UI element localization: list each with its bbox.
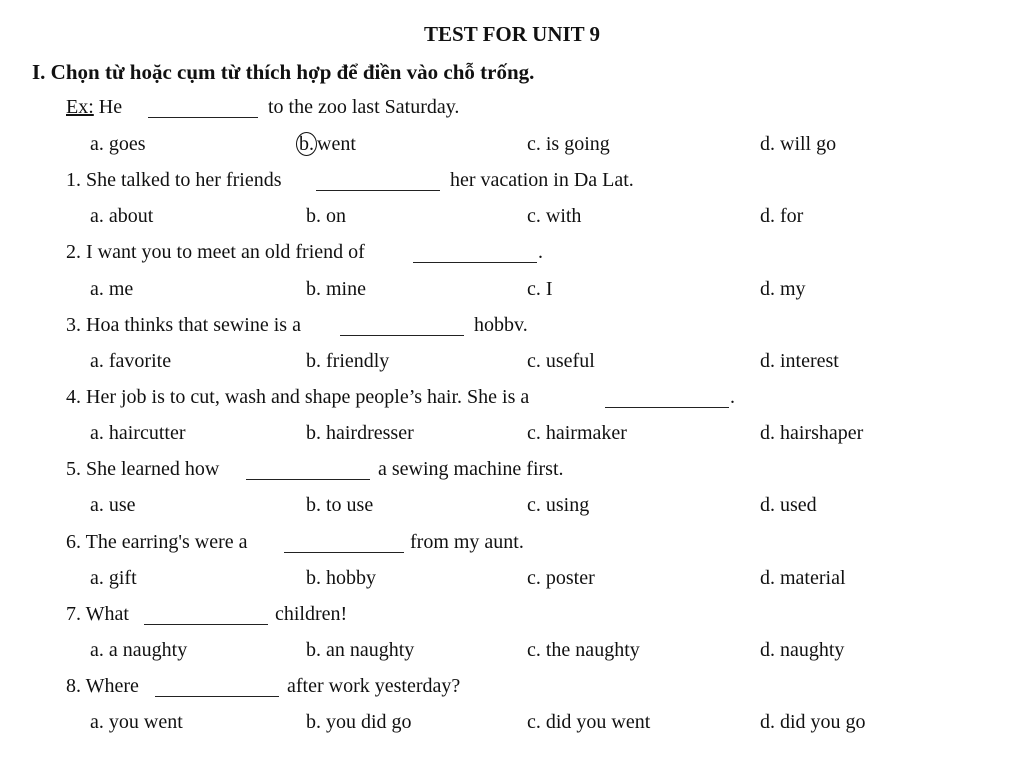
question-4-option-a[interactable]: a. haircutter — [90, 422, 186, 444]
example-option-b[interactable] — [300, 132, 356, 156]
example-option-d[interactable]: d. will go — [760, 133, 837, 155]
question-2-option-a[interactable]: a. me — [90, 278, 134, 300]
question-5-option-a[interactable]: a. use — [90, 494, 136, 516]
question-2-option-c[interactable]: c. I — [527, 278, 553, 300]
question-1-text: 1. She talked to her friends — [66, 169, 282, 191]
question-1-option-c[interactable]: c. with — [527, 205, 582, 227]
question-4-text-post: . — [730, 386, 735, 408]
answer-blank[interactable] — [148, 101, 258, 118]
question-7-option-d[interactable]: d. naughty — [760, 639, 845, 661]
question-2-option-b[interactable]: b. mine — [306, 278, 366, 300]
question-5-option-c[interactable]: c. using — [527, 494, 590, 516]
question-5-option-b[interactable]: b. to use — [306, 494, 374, 516]
question-2-text-post: . — [538, 241, 543, 263]
question-7-text-post: children! — [275, 603, 348, 625]
question-1-text-post: her vacation in Da Lat. — [450, 169, 634, 191]
question-5-option-d[interactable]: d. used — [760, 494, 817, 516]
answer-blank[interactable] — [413, 246, 537, 263]
question-1-option-b[interactable]: b. on — [306, 205, 346, 227]
question-4-option-c[interactable]: c. hairmaker — [527, 422, 627, 444]
question-2-option-d[interactable]: d. my — [760, 278, 806, 300]
question-8-text-post: after work yesterday? — [287, 675, 461, 697]
question-7-option-b[interactable]: b. an naughty — [306, 639, 415, 661]
answer-blank[interactable] — [316, 174, 440, 191]
question-6-option-a[interactable]: a. gift — [90, 567, 137, 589]
question-3-option-b[interactable]: b. friendly — [306, 350, 390, 372]
question-7-option-a[interactable]: a. a naughty — [90, 639, 188, 661]
question-8-option-b[interactable]: b. you did go — [306, 711, 412, 733]
question-3-text-post: hobbv. — [474, 314, 528, 336]
example-question — [66, 97, 122, 117]
section-heading: I. Chọn từ hoặc cụm từ thích hợp để điền vào chỗ trống. — [32, 60, 535, 84]
example-option-c[interactable]: c. is going — [527, 133, 610, 155]
answer-blank[interactable] — [246, 463, 370, 480]
question-6-option-d[interactable]: d. material — [760, 567, 846, 589]
question-4-option-d[interactable]: d. hairshaper — [760, 422, 864, 444]
answer-blank[interactable] — [284, 536, 404, 553]
question-1-option-d[interactable]: d. for — [760, 205, 804, 227]
question-8-text: 8. Where — [66, 675, 139, 697]
question-6-text-post: from my aunt. — [410, 531, 524, 553]
question-4-option-b[interactable]: b. hairdresser — [306, 422, 414, 444]
answer-blank[interactable] — [340, 319, 464, 336]
question-8-option-a[interactable]: a. you went — [90, 711, 183, 733]
page-title: TEST FOR UNIT 9 — [424, 22, 601, 46]
question-1-option-a[interactable]: a. about — [90, 205, 154, 227]
question-7-text: 7. What — [66, 603, 129, 625]
question-3-option-a[interactable]: a. favorite — [90, 350, 172, 372]
question-5-text-post: a sewing machine first. — [378, 458, 564, 480]
question-7-option-c[interactable]: c. the naughty — [527, 639, 640, 661]
circled-answer-mark: b. — [296, 132, 317, 156]
example-text-pre: He — [98, 96, 123, 118]
question-6-text: 6. The earring's were a — [66, 531, 248, 553]
example-label: Ex: — [66, 96, 94, 118]
question-3-text: 3. Hoa thinks that sewine is a — [66, 314, 301, 336]
example-option-a[interactable]: a. goes — [90, 133, 146, 155]
answer-blank[interactable] — [155, 680, 279, 697]
question-4-text: 4. Her job is to cut, wash and shape people’s hair. She is a — [66, 386, 530, 408]
question-3-option-d[interactable]: d. interest — [760, 350, 839, 372]
question-6-option-c[interactable]: c. poster — [527, 567, 595, 589]
question-5-text: 5. She learned how — [66, 458, 220, 480]
question-2-text: 2. I want you to meet an old friend of — [66, 241, 365, 263]
question-8-option-d[interactable]: d. did you go — [760, 711, 866, 733]
question-3-option-c[interactable]: c. useful — [527, 350, 595, 372]
question-6-option-b[interactable]: b. hobby — [306, 567, 376, 589]
example-option-b-text: went — [317, 133, 356, 155]
answer-blank[interactable] — [144, 608, 268, 625]
answer-blank[interactable] — [605, 391, 729, 408]
question-8-option-c[interactable]: c. did you went — [527, 711, 651, 733]
example-text-post: to the zoo last Saturday. — [268, 96, 460, 118]
